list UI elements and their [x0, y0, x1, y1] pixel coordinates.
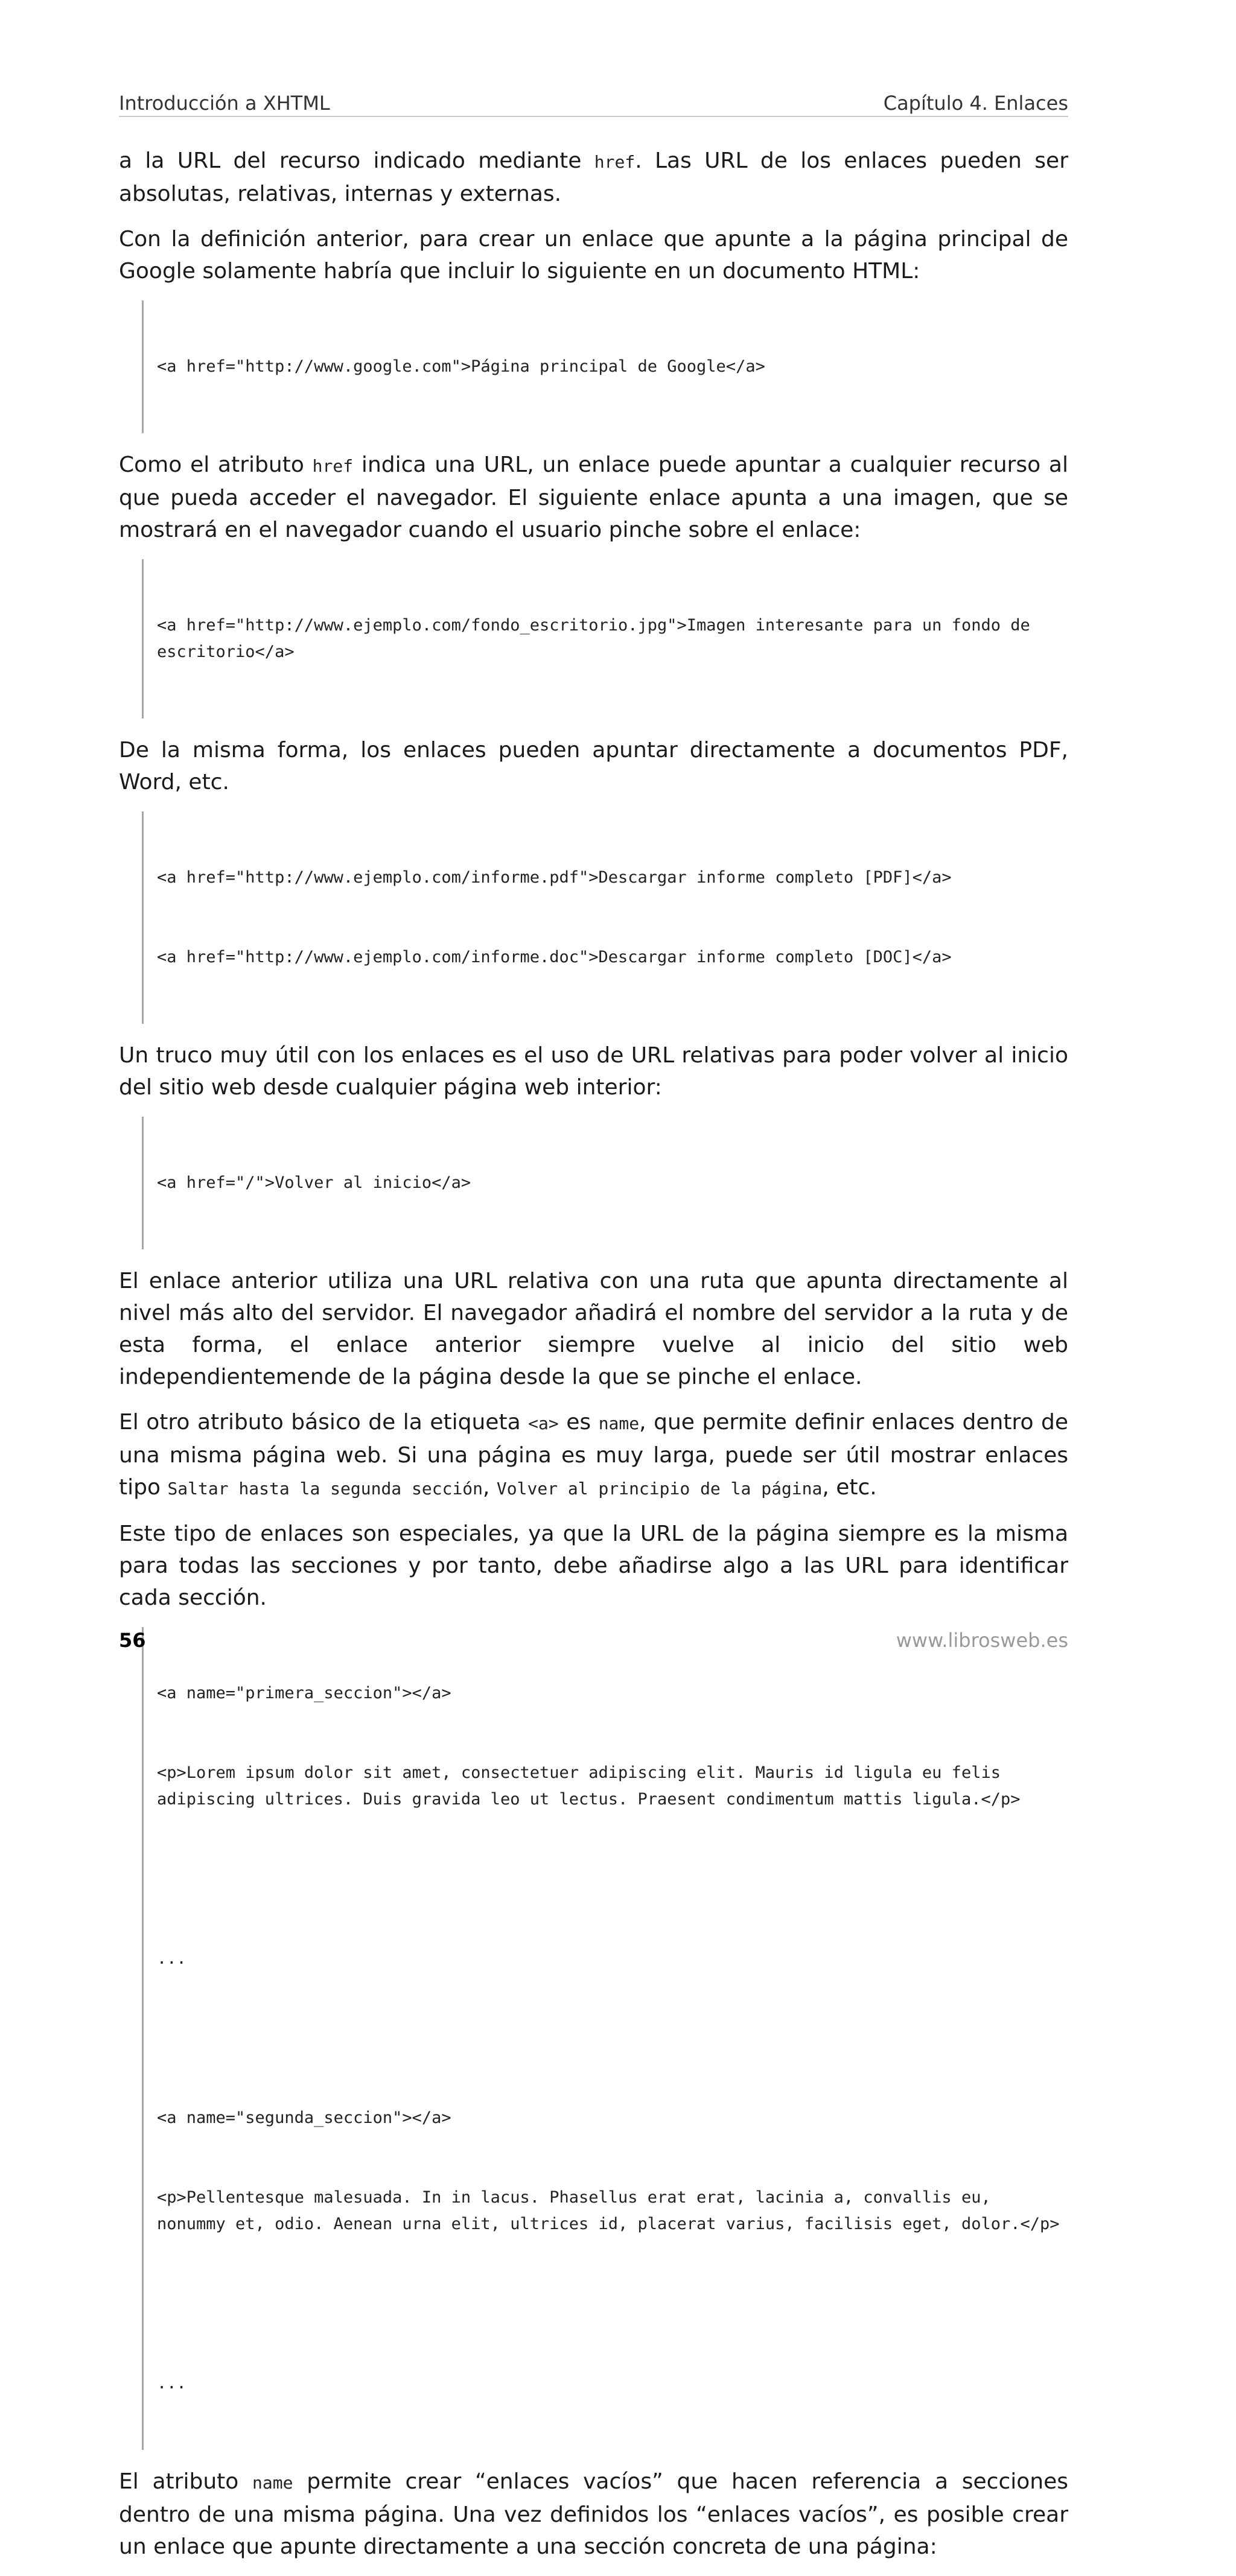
text-run: permite crear “enlaces vacíos” que hacen referencia a secciones dentro de una misma página. Una vez definidos los “enlaces vacíos”, es posible crear un enlace que apunte directamente a una sección concreta de una página: — [119, 2469, 1068, 2559]
code-line: <p>Lorem ipsum dolor sit amet, consectetuer adipiscing elit. Mauris id ligula eu felis adipiscing ultrices. Duis gravida leo ut lectus. Praesent condimentum mattis ligula.</p> — [157, 1763, 1021, 1809]
text-run: , etc. — [822, 1475, 877, 1500]
code-line: <a name="primera_seccion"></a> — [157, 1684, 451, 1702]
code-line: ... — [157, 2374, 186, 2393]
inline-code: Saltar hasta la segunda sección — [167, 1479, 483, 1499]
page-content — [119, 145, 1068, 2576]
code-line: <a href="http://www.ejemplo.com/fondo_escritorio.jpg">Imagen interesante para un fondo de escritorio</a> — [157, 616, 1040, 661]
code-block-3 — [142, 811, 1068, 1024]
paragraph-9 — [119, 2466, 1068, 2563]
text-run: a la URL del recurso indicado mediante — [119, 148, 594, 173]
page — [119, 0, 1068, 2559]
text-run: Como el atributo — [119, 452, 313, 477]
text-run: , — [483, 1475, 497, 1500]
text-run: , que permite definir enlaces dentro de una misma página web. Si una página es muy larga, puede ser útil mostrar enlaces tipo — [119, 1410, 1068, 1500]
site-url: www.librosweb.es — [896, 1629, 1068, 1652]
code-line: <a href="/">Volver al inicio</a> — [157, 1173, 471, 1192]
text-run: indica una URL, un enlace puede apuntar a cualquier recurso al que pueda acceder el navegador. El siguiente enlace apunta a una imagen, que se mostrará en el navegador cuando el usuario pinche sobre el enlace: — [119, 452, 1068, 542]
paragraph-3 — [119, 449, 1068, 546]
inline-code: href — [312, 456, 354, 476]
paragraph-2: Con la definición anterior, para crear un enlace que apunte a la página principal de Google solamente habría que incluir lo siguiente en un documento HTML: — [119, 227, 1068, 284]
paragraph-7 — [119, 1406, 1068, 1505]
inline-code: Volver al principio de la página — [496, 1479, 823, 1499]
code-line: <a href="http://www.ejemplo.com/informe.doc">Descargar informe completo [DOC]</a> — [157, 948, 952, 966]
page-number: 56 — [119, 1629, 146, 1652]
chapter-title: Capítulo 4. Enlaces — [883, 92, 1068, 115]
text-run: . Las URL de los enlaces pueden ser absolutas, relativas, internas y externas. — [119, 148, 1068, 206]
paragraph-8: Este tipo de enlaces son especiales, ya que la URL de la página siempre es la misma para todas las secciones y por tanto, debe añadirse algo a las URL para identificar cada sección. — [119, 1521, 1068, 1610]
code-block-1 — [142, 300, 1068, 433]
inline-code: name — [252, 2473, 293, 2493]
code-line: <a href="http://www.google.com">Página principal de Google</a> — [157, 357, 765, 376]
code-line: <p>Pellentesque malesuada. In in lacus. Phasellus erat erat, lacinia a, convallis eu, nonummy et, odio. Aenean urna elit, ultrices id, placerat varius, facilisis eget, dolor.</p> — [157, 2188, 1060, 2233]
paragraph-1 — [119, 145, 1068, 210]
code-line: <a name="segunda_seccion"></a> — [157, 2108, 451, 2127]
code-line — [157, 2291, 1068, 2317]
running-header — [119, 90, 1068, 117]
text-run: es — [558, 1410, 599, 1435]
code-block-4 — [142, 1117, 1068, 1249]
inline-code: name — [598, 1413, 640, 1433]
paragraph-4: De la misma forma, los enlaces pueden apuntar directamente a documentos PDF, Word, etc. — [119, 738, 1068, 795]
code-block-5 — [142, 1627, 1068, 2450]
code-line: <a href="http://www.ejemplo.com/informe.pdf">Descargar informe completo [PDF]</a> — [157, 868, 952, 887]
text-run: El atributo — [119, 2469, 253, 2494]
code-line — [157, 2025, 1068, 2052]
paragraph-6: El enlace anterior utiliza una URL relativa con una ruta que apunta directamente al nivel más alto del servidor. El navegador añadirá el nombre del servidor a la ruta y de esta forma, el enlace anterior siempre vuelve al inicio del sitio web independientemende de la página desde la que se pinche el enlace. — [119, 1269, 1068, 1389]
code-line: ... — [157, 1949, 186, 1968]
page-footer — [119, 1629, 1068, 1659]
book-title: Introducción a XHTML — [119, 92, 330, 115]
inline-code: href — [594, 152, 636, 172]
code-block-2 — [142, 559, 1068, 719]
text-run: El otro atributo básico de la etiqueta — [119, 1410, 529, 1435]
paragraph-5: Un truco muy útil con los enlaces es el uso de URL relativas para poder volver al inicio del sitio web desde cualquier página web interior: — [119, 1043, 1068, 1100]
inline-code: <a> — [528, 1413, 559, 1433]
code-line — [157, 1866, 1068, 1892]
